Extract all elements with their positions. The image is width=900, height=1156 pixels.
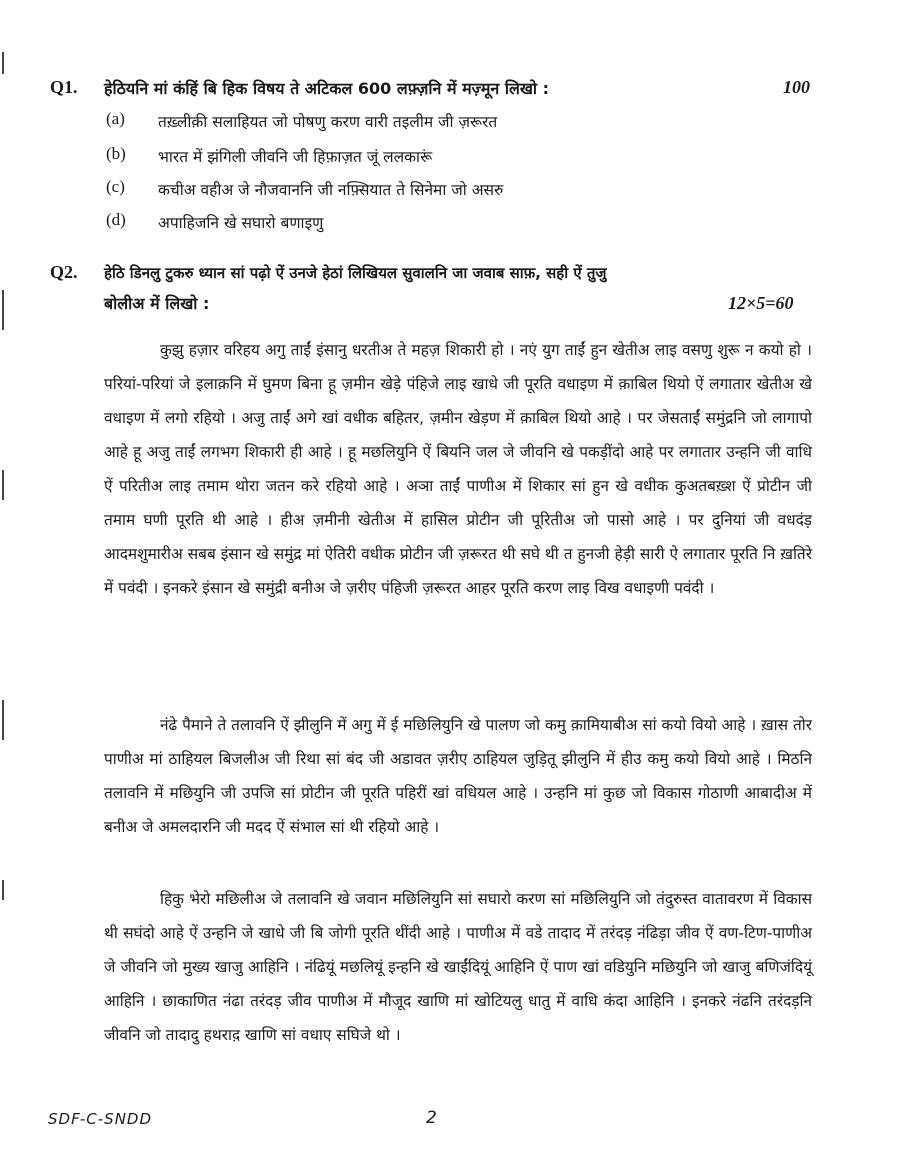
passage-paragraph-1: कुझु हज़ार वरिहय अगु ताईं इंसानु धरतीअ ते महज़ शिकारी हो । नएं युग ताईं हुन खेतीअ लाइ वसणु शुरू न कयो हो । परियां-परियां जे इलाक़नि में घुमण बिना हू ज़मीन खेड़े पंहिजे लाइ खाधे जी पूरति वधाइण में क़ाबिल थियो ऐं लगातार खेतीअ खे वधाइण में लगो रहियो । अजु ताईं अगे खां वधीक बहितर, ज़मीन खेड़ण में क़ाबिल थियो आहे । पर जेसताईं समुंद्रनि जो लागापो आहे हू अजु ताईं लगभग शिकारी ही आहे । हू मछलियुनि ऐं बियनि जल जे जीवनि खे पकड़ींदो आहे पर लगातार उन्हनि जी वाधि ऐं परितीअ लाइ तमाम थोरा जतन करे रहियो आहे । अञा ताईं पाणीअ में शिकार सां हुन खे वधीक कुअतबख़्श ऐं प्रोटीन जी तमाम घणी पूरति थी आहे । हीअ ज़मीनी खेतीअ में हासिल प्रोटीन जी पूरितीअ जो पासो आहे । पर दुनियां जी वधदंड़ आदमशुमारीअ सबब इंसान खे समुंद्र मां ऐतिरी वधीक प्रोटीन जी ज़रूरत थी सघे थी त हुनजी हेड़ी सारी ऐ लगातार पूरति नि ख़तिरे में पवंदी । इनकरे इंसान खे समुंद्री बनीअ जे ज़रीए पंहिजी ज़रूरत आहर पूरति करण लाइ विख वधाइणी पवंदी ।: [104, 341, 812, 597]
scan-edge-mark: [2, 290, 4, 330]
option-letter: (b): [106, 144, 126, 163]
question-number: Q1.: [50, 77, 78, 97]
option-text: अपाहिजनि खे सघारो बणाइणु: [158, 214, 324, 232]
option-letter: (d): [106, 210, 126, 229]
paper-code: SDF-C-SNDD: [48, 1110, 153, 1128]
scan-edge-mark: [2, 52, 4, 74]
question-instruction-line1: हेठि डिनलु टुकरु ध्यान सां पढ़ो ऐं उनजे हेठां लिखियल सुवालनि जा जवाब साफ़, सही ऐं तुजु: [104, 264, 607, 282]
question-number: Q2.: [50, 262, 78, 282]
question-instruction: हेठियनि मां कंहिं बि हिक विषय ते अटिकल 600 लफ़्ज़नि में मज़्मून लिखो :: [104, 79, 550, 98]
option-letter: (c): [106, 177, 125, 196]
option-letter: (a): [106, 109, 125, 128]
option-text: कचीअ वहीअ जे नौजवाननि जी नफ़्सियात ते सिनेमा जो असरु: [158, 181, 504, 199]
question-marks: 100: [783, 77, 810, 97]
page-number: 2: [426, 1108, 437, 1128]
scan-edge-mark: [2, 470, 4, 500]
option-text: भारत में झंगिली जीवनि जी हिफ़ाज़त जूं ललकारूं: [158, 148, 433, 166]
option-text: तख़्लीक़ी सलाहियत जो पोषणु करण वारी तइलीम जी ज़रूरत: [158, 113, 498, 131]
scan-edge-mark: [2, 700, 4, 740]
scan-edge-mark: [2, 880, 4, 900]
question-instruction-line2: बोलीअ में लिखो :: [104, 294, 210, 313]
passage-paragraph-2: नंढे पैमाने ते तलावनि ऐं झीलुनि में अगु में ई मछिलियुनि खे पालण जो कमु क़ामियाबीअ सां कयो वियो आहे । ख़ास तोर पाणीअ मां ठाहियल बिजलीअ जी रिथा सां बंद जी अडावत ज़रीए ठाहियल जुड़ितू झीलुनि में हीउ कमु कयो वियो आहे । मिठनि तलावनि में मछियुनि जी उपजि सां प्रोटीन जी पूरति पहिरीं खां वधियल आहे । उन्हनि मां कुछ जो विकास गोठाणी आबादीअ में बनीअ जे अमलदारनि जी मदद ऐं संभाल सां थी रहियो आहे ।: [104, 716, 812, 836]
passage-paragraph-3: हिकु भेरो मछिलीअ जे तलावनि खे जवान मछिलियुनि सां सघारो करण सां मछिलियुनि जो तंदुरुस्त वातावरण में विकास थी सघंदो आहे ऐं उन्हनि जे खाधे जी बि जोगी पूरति थींदी आहे । पाणीअ में वडे तादाद में तरंदड़ नंढिड़ा जीव ऐं वण-टिण-पाणीअ जे जीवनि जो मुख्य खाजु आहिनि । नंढियूं मछलियूं इन्हनि खे खाईंदियूं आहिनि ऐं पाण खां वडियुनि मछियुनि जो खाजु बणिजंदियूं आहिनि । छाकाणित नंढा तरंदड़ जीव पाणीअ में मौजूद खाणि मां खोटियलु धातु में वाधि कंदा आहिनि । इनकरे नंढनि तरंदड़नि जीवनि जो तादादु हथराद़ खाणि सां वधाए सघिजे थो ।: [104, 890, 812, 1044]
question-marks: 12×5=60: [728, 293, 794, 313]
